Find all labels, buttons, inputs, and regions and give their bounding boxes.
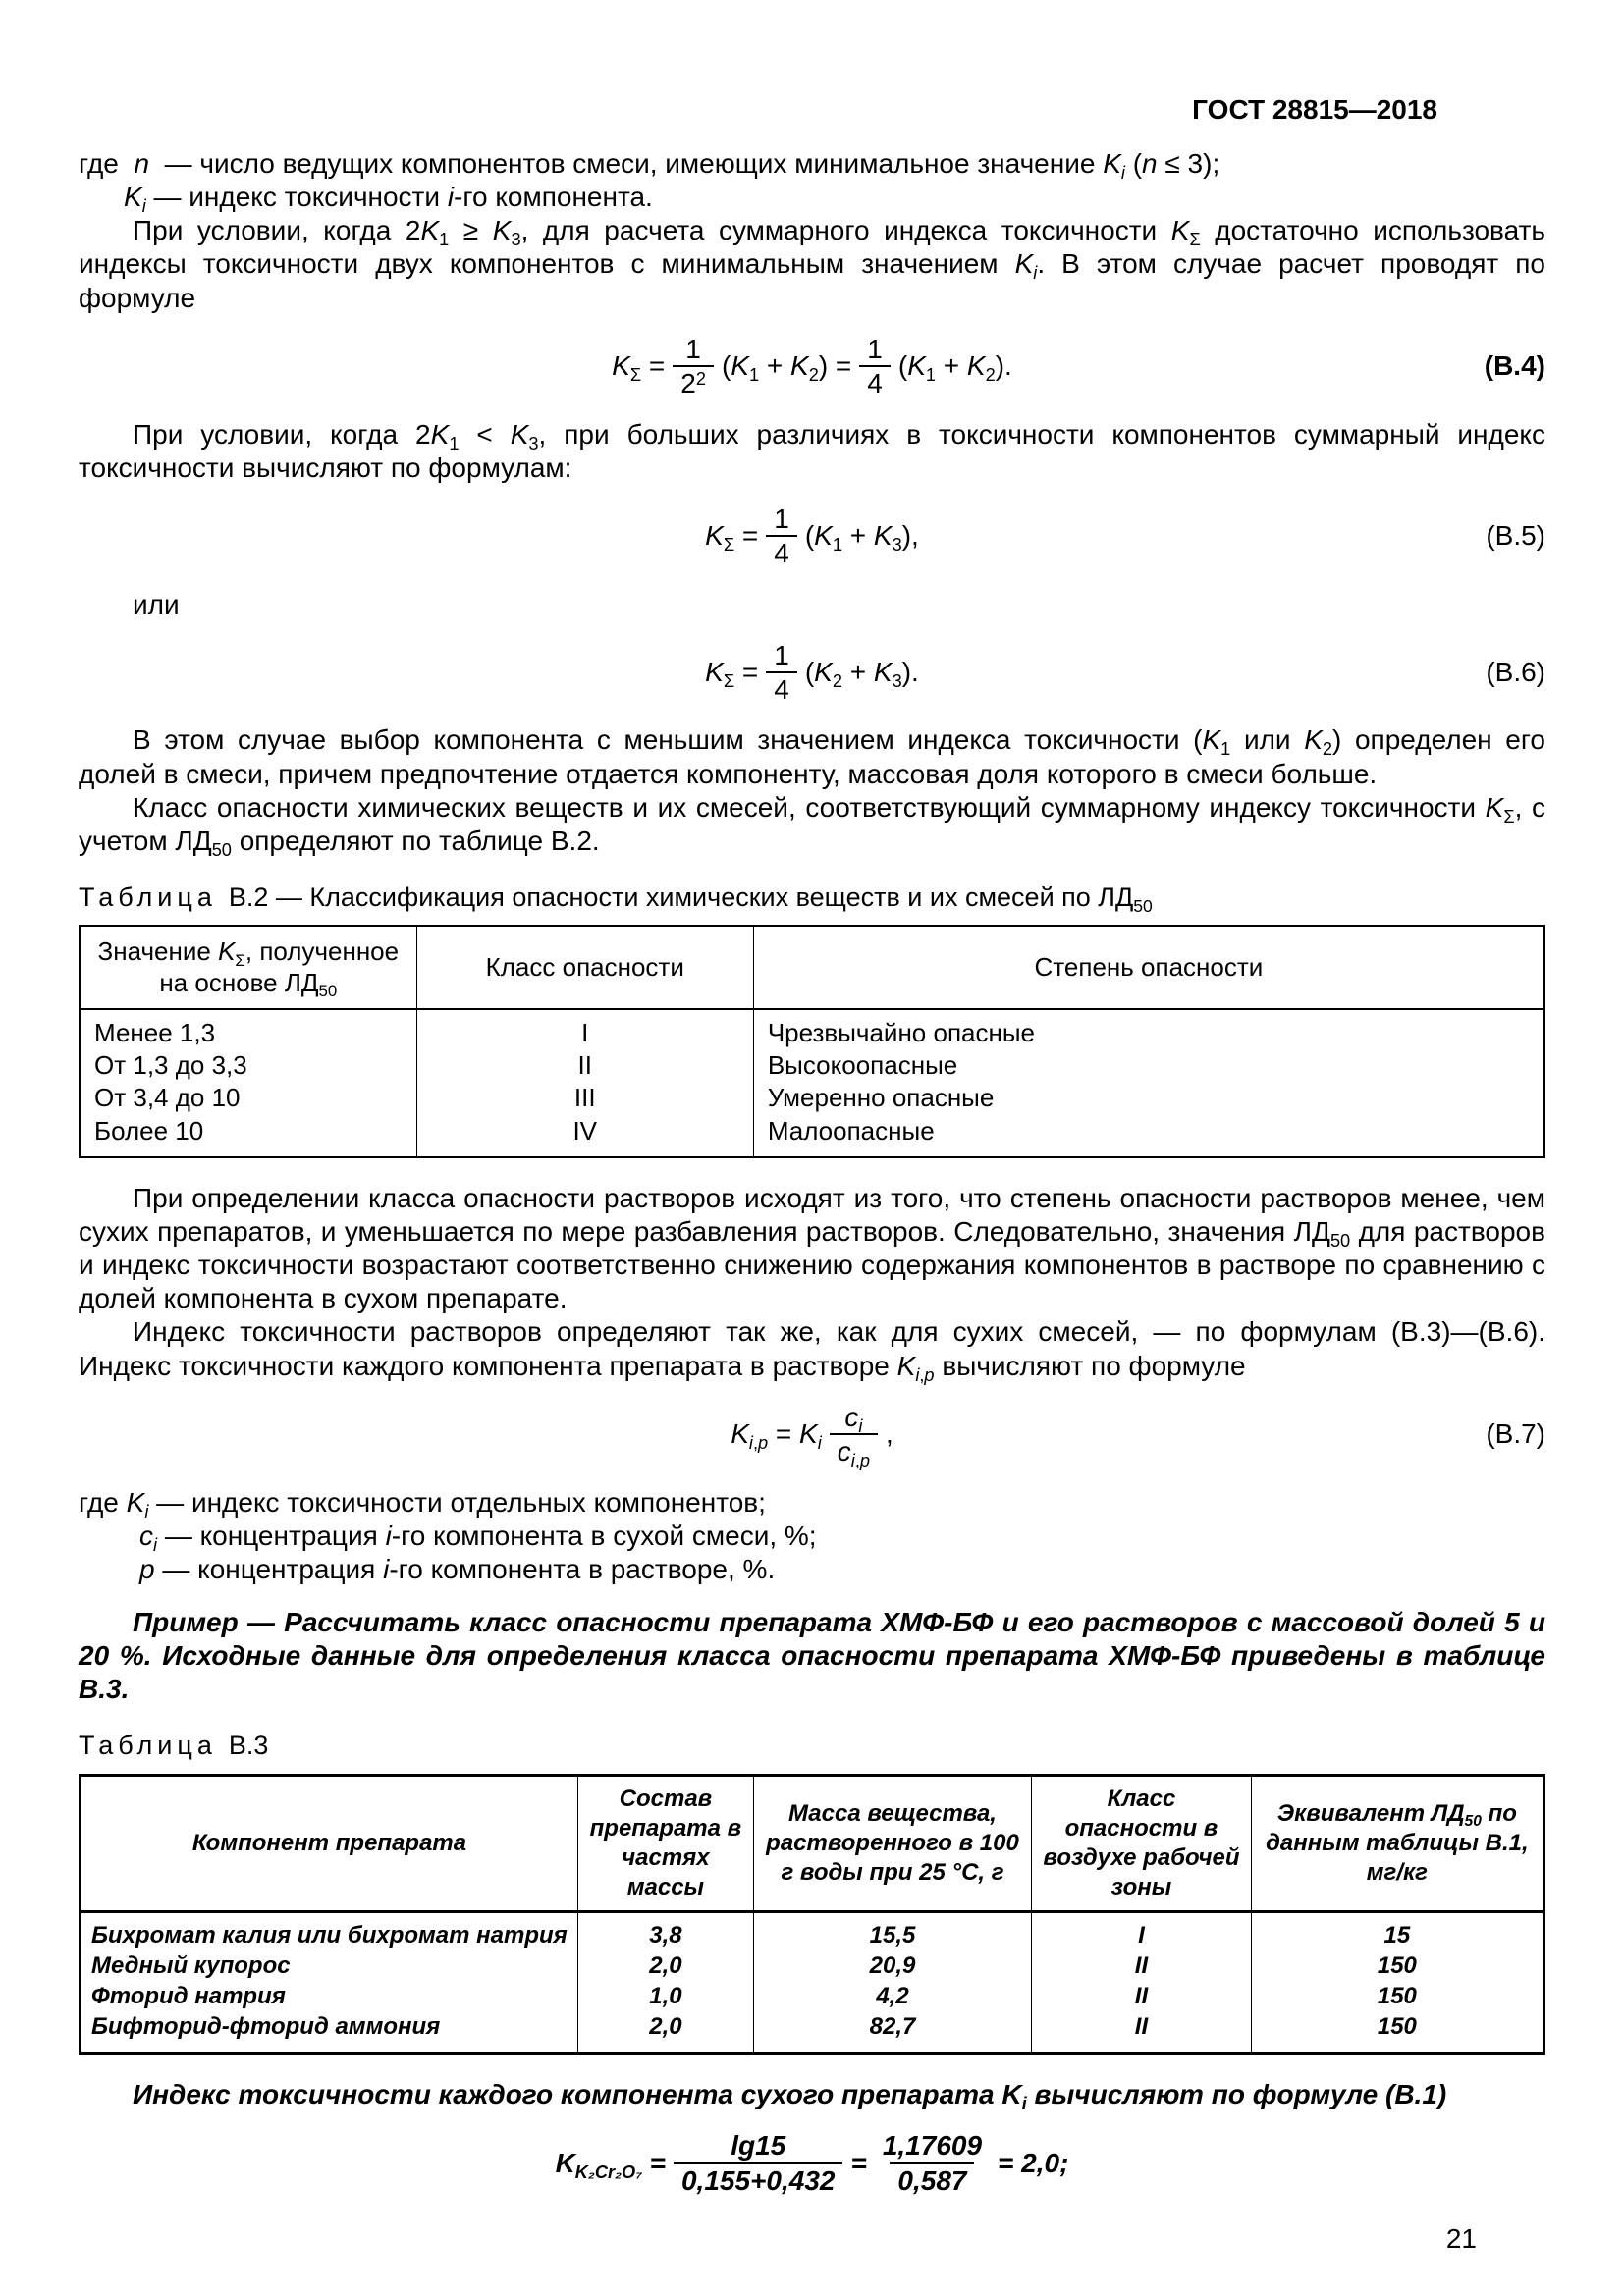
paragraph-example: Пример — Рассчитать класс опасности препарата ХМФ-БФ и его растворов с массовой долей 5 и 20 %. Исходные данные для определения класса опасности препарата ХМФ-БФ приведены в таблице В.3.: [79, 1606, 1545, 1705]
page-number: 21: [1445, 2223, 1477, 2254]
table-b3-header-row: [81, 1775, 1544, 1911]
table-cell: Умеренно опасные: [753, 1082, 1544, 1114]
paragraph-closing: Индекс токсичности каждого компонента сухого препарата $K_i$ вычисляют по формуле (В.1): [133, 2078, 1447, 2113]
where-item: р — концентрация i-го компонента в растворе, %.: [139, 1553, 776, 1584]
table-cell: 150: [1251, 2011, 1543, 2053]
table-cell: 82,7: [753, 2011, 1031, 2053]
column-header: Класс опасности: [416, 926, 753, 1008]
table-caption-text: В.2 — Классификация опасности химических веществ и их смесей по $ЛД_{50}$: [228, 882, 1153, 916]
table-cell: Медный купорос: [81, 1950, 578, 1981]
fraction-denominator: $c_{i,р}$: [830, 1433, 878, 1468]
formula-number-b6: (В.6): [1486, 657, 1545, 688]
fraction-numerator: lg15: [731, 2129, 786, 2161]
where-list: [79, 1486, 1545, 1586]
where-item: $c_i$ — концентрация i-го компонента в сухой смеси, %;: [139, 1520, 817, 1555]
table-cell: Бихромат калия или бихромат натрия: [81, 1911, 578, 1950]
fraction-denominator: 4: [766, 535, 797, 569]
column-header: Состав препарата в частях массы: [577, 1775, 753, 1911]
table-row: [81, 1950, 1544, 1981]
table-cell: Высокоопасные: [753, 1049, 1544, 1082]
definition-n: где n — число ведущих компонентов смеси, имеющих минимальное значение $K_i$ (n ≤ 3);: [79, 148, 1220, 183]
table-row: [80, 1009, 1544, 1049]
table-cell: 15: [1251, 1911, 1543, 1950]
paragraph-solutions-index: Индекс токсичности растворов определяют так же, как для сухих смесей, — по формулам (В.3)—(В.6). Индекс токсичности каждого компонента препарата в растворе $K_{i,р}$ вычисляют по формуле: [79, 1316, 1545, 1385]
formula-b4: [79, 333, 1545, 400]
formula-b6: [79, 639, 1545, 707]
table-cell: 15,5: [753, 1911, 1031, 1950]
table-cell: Бифторид-фторид аммония: [81, 2011, 578, 2053]
formula-term: =: [850, 2147, 867, 2178]
definition-ki: $K_i$ — индекс токсичности i-го компонента.: [124, 182, 653, 217]
column-header: Класс опасности в воздухе рабочей зоны: [1032, 1775, 1252, 1911]
table-cell: II: [1032, 2011, 1252, 2053]
table-cell: 4,2: [753, 1981, 1031, 2011]
fraction: [766, 639, 797, 707]
table-cell: I: [1032, 1911, 1252, 1950]
table-cell: Чрезвычайно опасные: [753, 1009, 1544, 1049]
fraction-numerator: $c_i$: [844, 1401, 863, 1436]
table-b3: [79, 1774, 1545, 2055]
table-caption-word: Таблица: [79, 882, 217, 913]
formula-final: [79, 2129, 1545, 2198]
table-cell: II: [1032, 1950, 1252, 1981]
fraction: [673, 333, 714, 400]
table-cell: II: [1032, 1981, 1252, 2011]
formula-term: $K_{K_2Cr_2O_7}$ =: [555, 2147, 666, 2182]
fraction-numerator: 1,17609: [882, 2129, 983, 2161]
fraction-denominator: 4: [766, 671, 797, 706]
formula-term: $(K_1 + K_2)$ =: [721, 350, 852, 386]
definition-list-top: [79, 147, 1545, 217]
doc-number: ГОСТ 28815—2018: [1192, 94, 1437, 125]
formula-term: $(K_2 + K_3)$.: [804, 657, 919, 692]
fraction: [859, 333, 891, 400]
fraction-numerator: 1: [774, 503, 789, 534]
table-cell: IV: [416, 1115, 753, 1157]
table-cell: 20,9: [753, 1950, 1031, 1981]
table-cell: 1,0: [577, 1981, 753, 2011]
table-cell: Фторид натрия: [81, 1981, 578, 2011]
formula-number-b5: (В.5): [1486, 520, 1545, 552]
fraction: [830, 1401, 878, 1471]
formula-b5: [79, 503, 1545, 570]
paragraph-component-choice: В этом случае выбор компонента с меньшим значением индекса токсичности ($K_1$ или $K_2$) определен его долей в смеси, причем предпочтение отдается компоненту, массовая доля которого в смеси больше.: [79, 724, 1545, 789]
column-header: Масса вещества, растворенного в 100 г воды при 25 °С, г: [753, 1775, 1031, 1911]
formula-b6-body: [705, 639, 919, 707]
table-cell: От 1,3 до 3,3: [80, 1049, 416, 1082]
table-cell: 2,0: [577, 2011, 753, 2053]
table-row: [81, 1911, 1544, 1950]
paragraph-condition-ge: При условии, когда $2K_1 \ge K_3$, для расчета суммарного индекса токсичности $K_\Sigma$ достаточно использовать индексы токсичности двух компонентов с минимальным значением $K_i$. В этом случае расчет проводят по формуле: [79, 215, 1545, 313]
formula-term: $(K_1 + K_2)$.: [897, 350, 1012, 386]
formula-final-body: [556, 2129, 1069, 2198]
formula-term: $(K_1 + K_3)$,: [804, 520, 919, 556]
table-row: [80, 1049, 1544, 1082]
formula-term: $K_\Sigma$ =: [705, 520, 759, 556]
table-b2: [79, 925, 1545, 1157]
formula-b4-body: [612, 333, 1012, 400]
table-cell: 150: [1251, 1981, 1543, 2011]
table-cell: 3,8: [577, 1911, 753, 1950]
fraction: [875, 2129, 990, 2198]
fraction-numerator: 1: [867, 333, 883, 364]
table-b3-caption: [79, 1730, 1545, 1761]
table-caption-text: В.3: [228, 1731, 269, 1761]
column-header: Эквивалент $ЛД_{50}$ по данным таблицы В.1, мг/кг: [1251, 1775, 1543, 1911]
formula-b5-body: [705, 503, 919, 570]
table-cell: 150: [1251, 1950, 1543, 1981]
fraction: [766, 503, 797, 570]
formula-b7-body: [731, 1401, 893, 1471]
formula-term: $K_\Sigma$ =: [705, 657, 759, 692]
table-cell: Менее 1,3: [80, 1009, 416, 1049]
fraction-denominator: $2^2$: [673, 365, 714, 400]
paragraph-hazard-class: Класс опасности химических веществ и их смесей, соответствующий суммарному индексу токсичности $K_\Sigma$, с учетом $ЛД_{50}$ определяют по таблице В.2.: [79, 791, 1545, 860]
formula-term: ,: [886, 1418, 893, 1450]
table-caption-word: Таблица: [79, 1731, 217, 1761]
table-row: [81, 1981, 1544, 2011]
column-header: Степень опасности: [753, 926, 1544, 1008]
formula-term: = 2,0;: [998, 2147, 1069, 2178]
table-row: [81, 2011, 1544, 2053]
where-item: где $K_i$ — индекс токсичности отдельных компонентов;: [79, 1486, 766, 1522]
formula-b7: [79, 1401, 1545, 1471]
column-header: Компонент препарата: [81, 1775, 578, 1911]
table-cell: От 3,4 до 10: [80, 1082, 416, 1114]
fraction-numerator: 1: [774, 639, 789, 670]
fraction-denominator: 0,587: [890, 2162, 974, 2197]
paragraph-or: или: [133, 588, 180, 619]
table-cell: III: [416, 1082, 753, 1114]
formula-term: $K_{i,р} = K_i$: [731, 1418, 822, 1454]
table-cell: Малоопасные: [753, 1115, 1544, 1157]
table-cell: I: [416, 1009, 753, 1049]
table-row: [80, 1082, 1544, 1114]
table-b2-caption: [79, 881, 1545, 916]
paragraph-condition-lt: При условии, когда $2K_1 < K_3$, при больших различиях в токсичности компонентов суммарный индекс токсичности вычисляют по формулам:: [79, 418, 1545, 483]
formula-number-b7: (В.7): [1486, 1418, 1545, 1450]
table-cell: II: [416, 1049, 753, 1082]
paragraph-solutions: При определении класса опасности растворов исходят из того, что степень опасности растворов менее, чем сухих препаратов, и уменьшается по мере разбавления растворов. Следовательно, значения $ЛД_{50}$ для растворов и индекс токсичности возрастают соответственно снижению содержания компонентов в растворе по сравнению с долей компонента в сухом препарате.: [79, 1182, 1545, 1314]
table-b2-header-row: [80, 926, 1544, 1008]
table-row: [80, 1115, 1544, 1157]
fraction: [674, 2129, 843, 2198]
fraction-denominator: 4: [859, 365, 891, 400]
table-cell: Более 10: [80, 1115, 416, 1157]
column-header: Значение $K_\Sigma$, полученное на основе $ЛД_{50}$: [80, 926, 416, 1008]
table-cell: 2,0: [577, 1950, 753, 1981]
formula-term: $K_\Sigma$ =: [612, 350, 666, 386]
fraction-numerator: 1: [685, 333, 701, 364]
formula-number-b4: (В.4): [1484, 350, 1545, 382]
fraction-denominator: 0,155+0,432: [674, 2162, 843, 2197]
